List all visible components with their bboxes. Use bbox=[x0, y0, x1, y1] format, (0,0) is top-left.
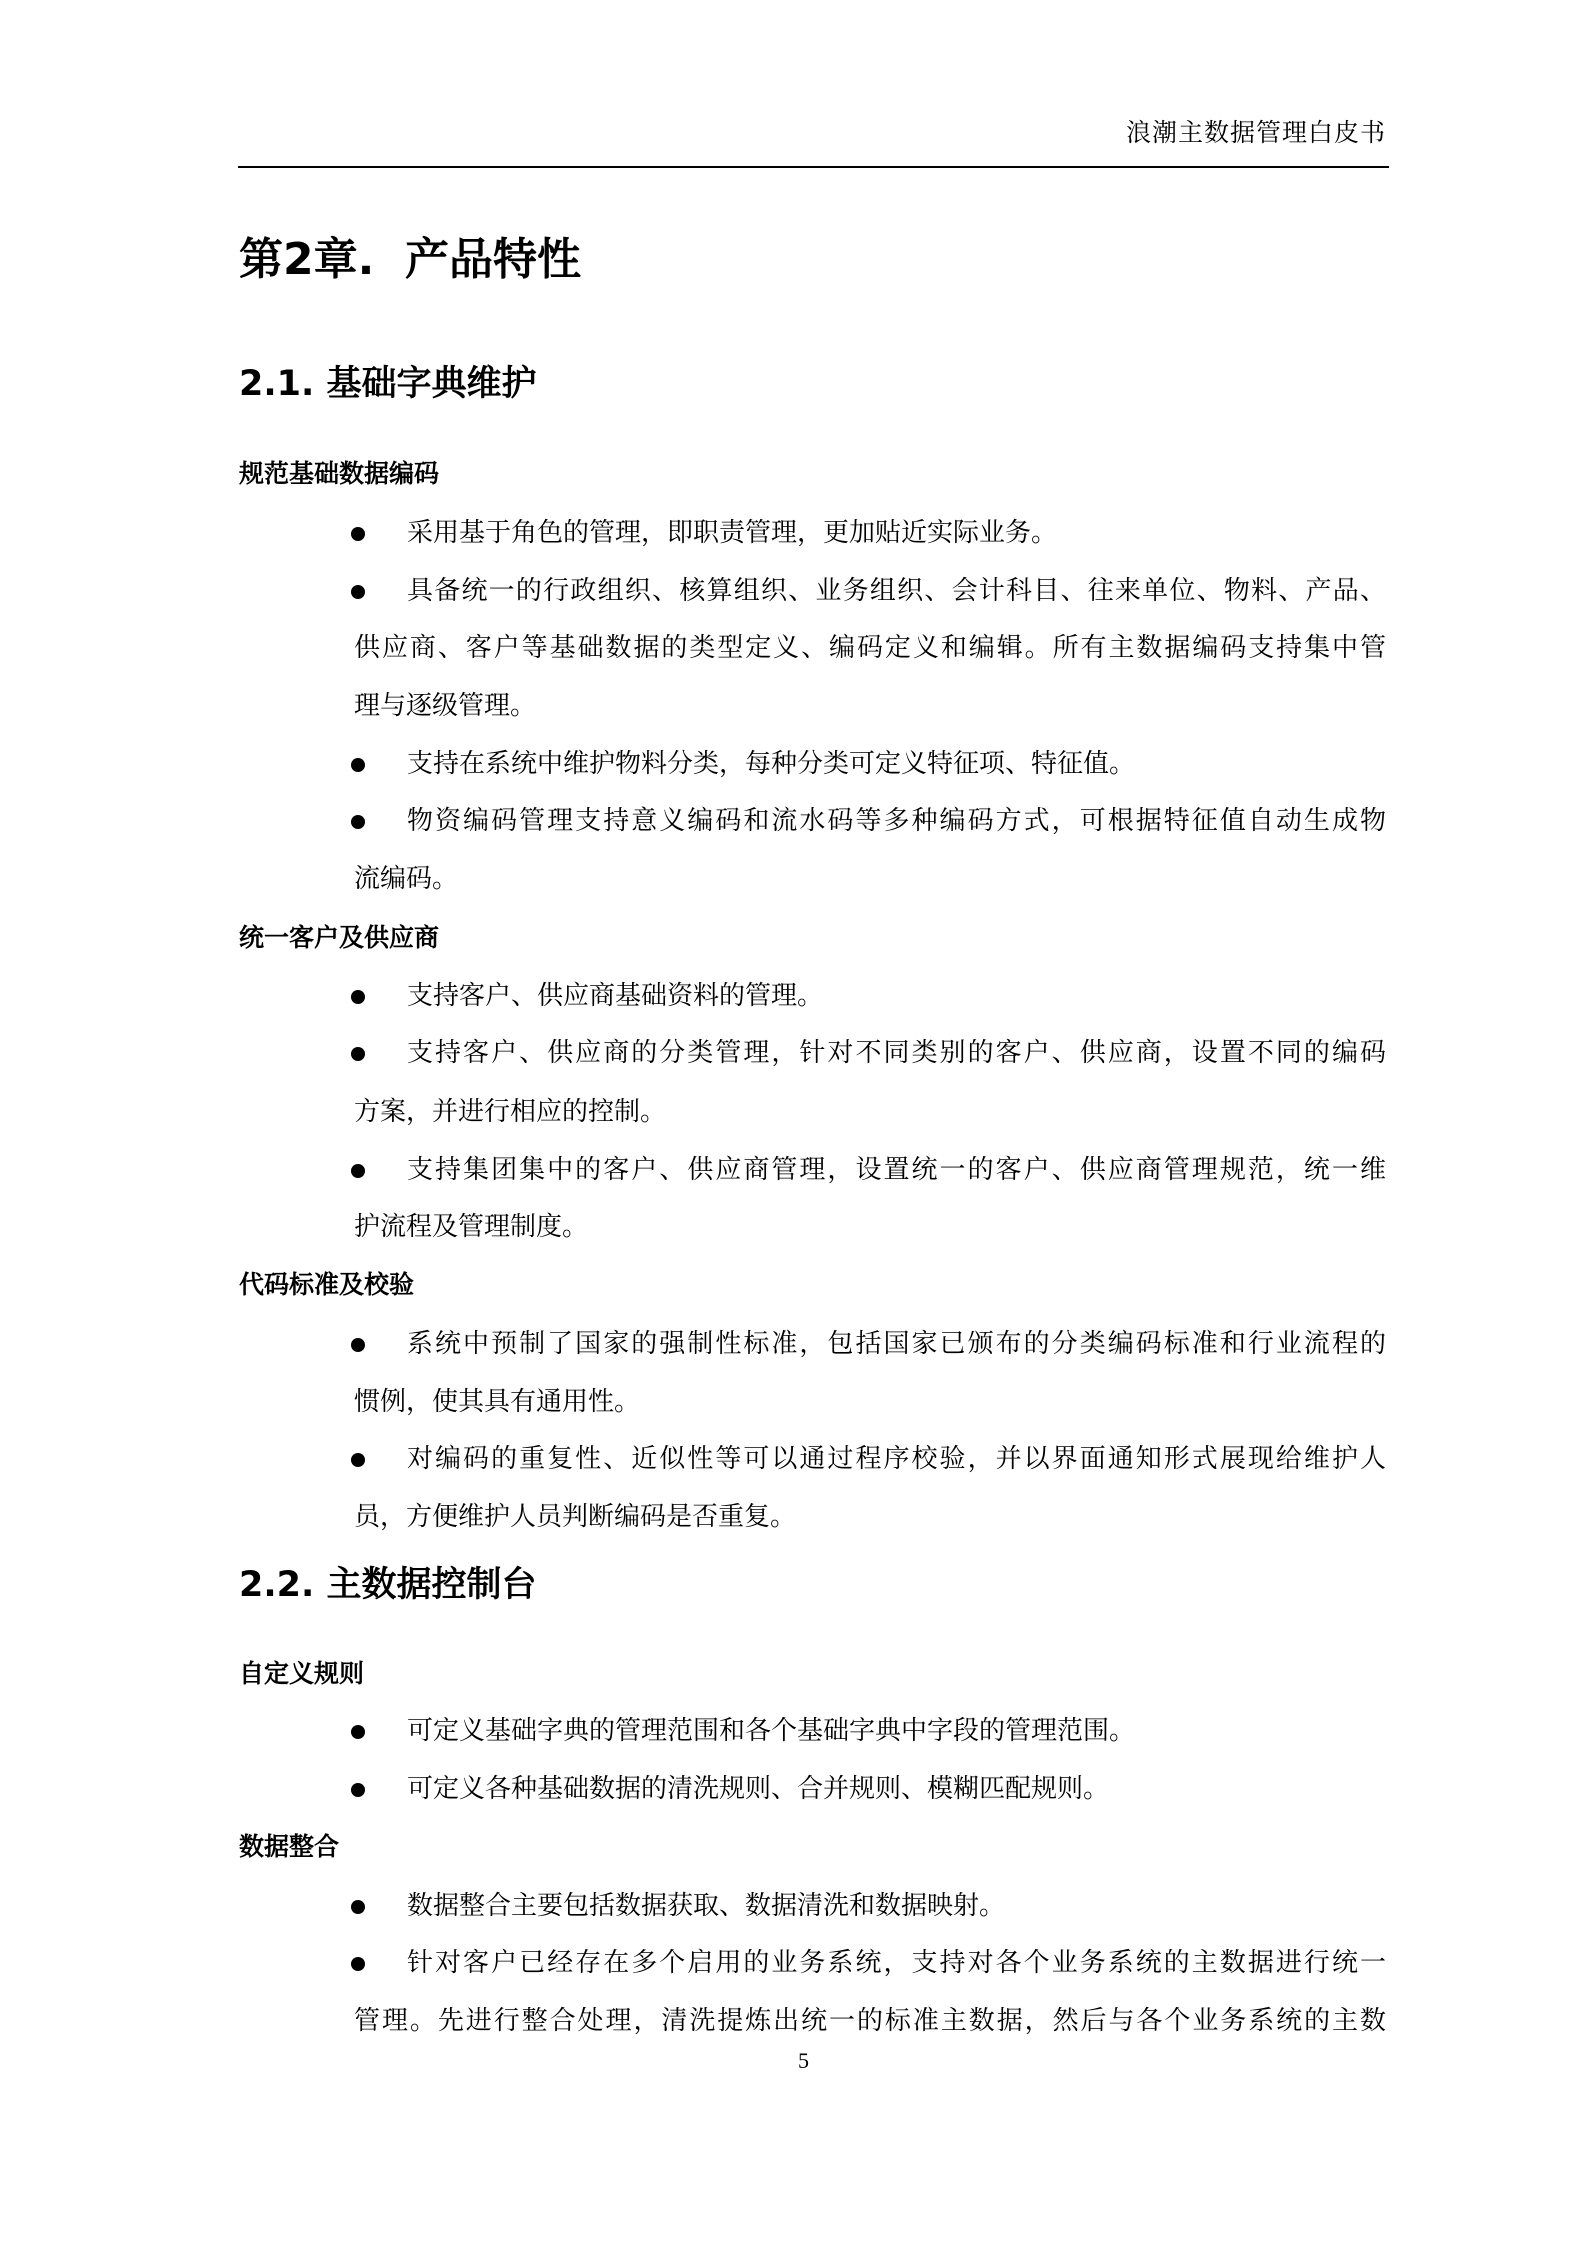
list-item-line: 对编码的重复性、近似性等可以通过程序校验，并以界面通知形式展现给维护人 bbox=[407, 1444, 1386, 1474]
list-item-line: 管理。先进行整合处理，清洗提炼出统一的标准主数据，然后与各个业务系统的主数 bbox=[354, 2006, 1386, 2036]
list-item-line: 系统中预制了国家的强制性标准，包括国家已颁布的分类编码标准和行业流程的 bbox=[407, 1329, 1386, 1359]
subheading-standard-coding: 规范基础数据编码 bbox=[239, 459, 440, 488]
list-item-line: 惯例，使其具有通用性。 bbox=[354, 1387, 641, 1417]
bullet-icon bbox=[351, 1783, 365, 1797]
list-item-line: 支持客户、供应商的分类管理，针对不同类别的客户、供应商，设置不同的编码 bbox=[407, 1038, 1386, 1068]
list-item-line: 采用基于角色的管理，即职责管理，更加贴近实际业务。 bbox=[407, 518, 1058, 548]
header-divider bbox=[238, 166, 1389, 168]
subheading-code-standard-validation: 代码标准及校验 bbox=[239, 1270, 415, 1299]
list-item-line: 供应商、客户等基础数据的类型定义、编码定义和编辑。所有主数据编码支持集中管 bbox=[354, 633, 1386, 663]
bullet-icon bbox=[351, 585, 365, 599]
list-item-line: 可定义各种基础数据的清洗规则、合并规则、模糊匹配规则。 bbox=[407, 1774, 1110, 1804]
bullet-icon bbox=[351, 1900, 365, 1914]
page-number: 5 bbox=[798, 2048, 809, 2073]
list-item-line: 可定义基础字典的管理范围和各个基础字典中字段的管理范围。 bbox=[407, 1716, 1136, 1746]
bullet-icon bbox=[351, 758, 365, 772]
list-item-line: 支持在系统中维护物料分类，每种分类可定义特征项、特征值。 bbox=[407, 749, 1136, 779]
section-title-2-1: 2.1. 基础字典维护 bbox=[239, 364, 537, 404]
bullet-icon bbox=[351, 1047, 365, 1061]
list-item-line: 具备统一的行政组织、核算组织、业务组织、会计科目、往来单位、物料、产品、 bbox=[407, 576, 1386, 606]
bullet-icon bbox=[351, 1725, 365, 1739]
running-header-title: 浪潮主数据管理白皮书 bbox=[1125, 118, 1386, 147]
bullet-icon bbox=[351, 1164, 365, 1178]
bullet-icon bbox=[351, 990, 365, 1004]
list-item-line: 护流程及管理制度。 bbox=[354, 1212, 589, 1242]
list-item-line: 物资编码管理支持意义编码和流水码等多种编码方式，可根据特征值自动生成物 bbox=[407, 806, 1386, 836]
list-item-line: 理与逐级管理。 bbox=[354, 691, 537, 721]
list-item-line: 流编码。 bbox=[354, 864, 459, 894]
subheading-unified-customer-supplier: 统一客户及供应商 bbox=[239, 923, 440, 952]
list-item-line: 支持集团集中的客户、供应商管理，设置统一的客户、供应商管理规范，统一维 bbox=[407, 1155, 1386, 1185]
chapter-title: 第2章. 产品特性 bbox=[239, 234, 581, 285]
bullet-icon bbox=[351, 1957, 365, 1971]
list-item-line: 员，方便维护人员判断编码是否重复。 bbox=[354, 1502, 797, 1532]
subheading-custom-rules: 自定义规则 bbox=[239, 1659, 365, 1688]
bullet-icon bbox=[351, 815, 365, 829]
list-item-line: 支持客户、供应商基础资料的管理。 bbox=[407, 981, 824, 1011]
bullet-icon bbox=[351, 527, 365, 541]
list-item-line: 针对客户已经存在多个启用的业务系统，支持对各个业务系统的主数据进行统一 bbox=[407, 1948, 1386, 1978]
bullet-icon bbox=[351, 1338, 365, 1352]
list-item-line: 方案，并进行相应的控制。 bbox=[354, 1097, 667, 1127]
section-title-2-2: 2.2. 主数据控制台 bbox=[239, 1565, 537, 1605]
list-item-line: 数据整合主要包括数据获取、数据清洗和数据映射。 bbox=[407, 1891, 1006, 1921]
bullet-icon bbox=[351, 1453, 365, 1467]
subheading-data-integration: 数据整合 bbox=[239, 1832, 340, 1861]
